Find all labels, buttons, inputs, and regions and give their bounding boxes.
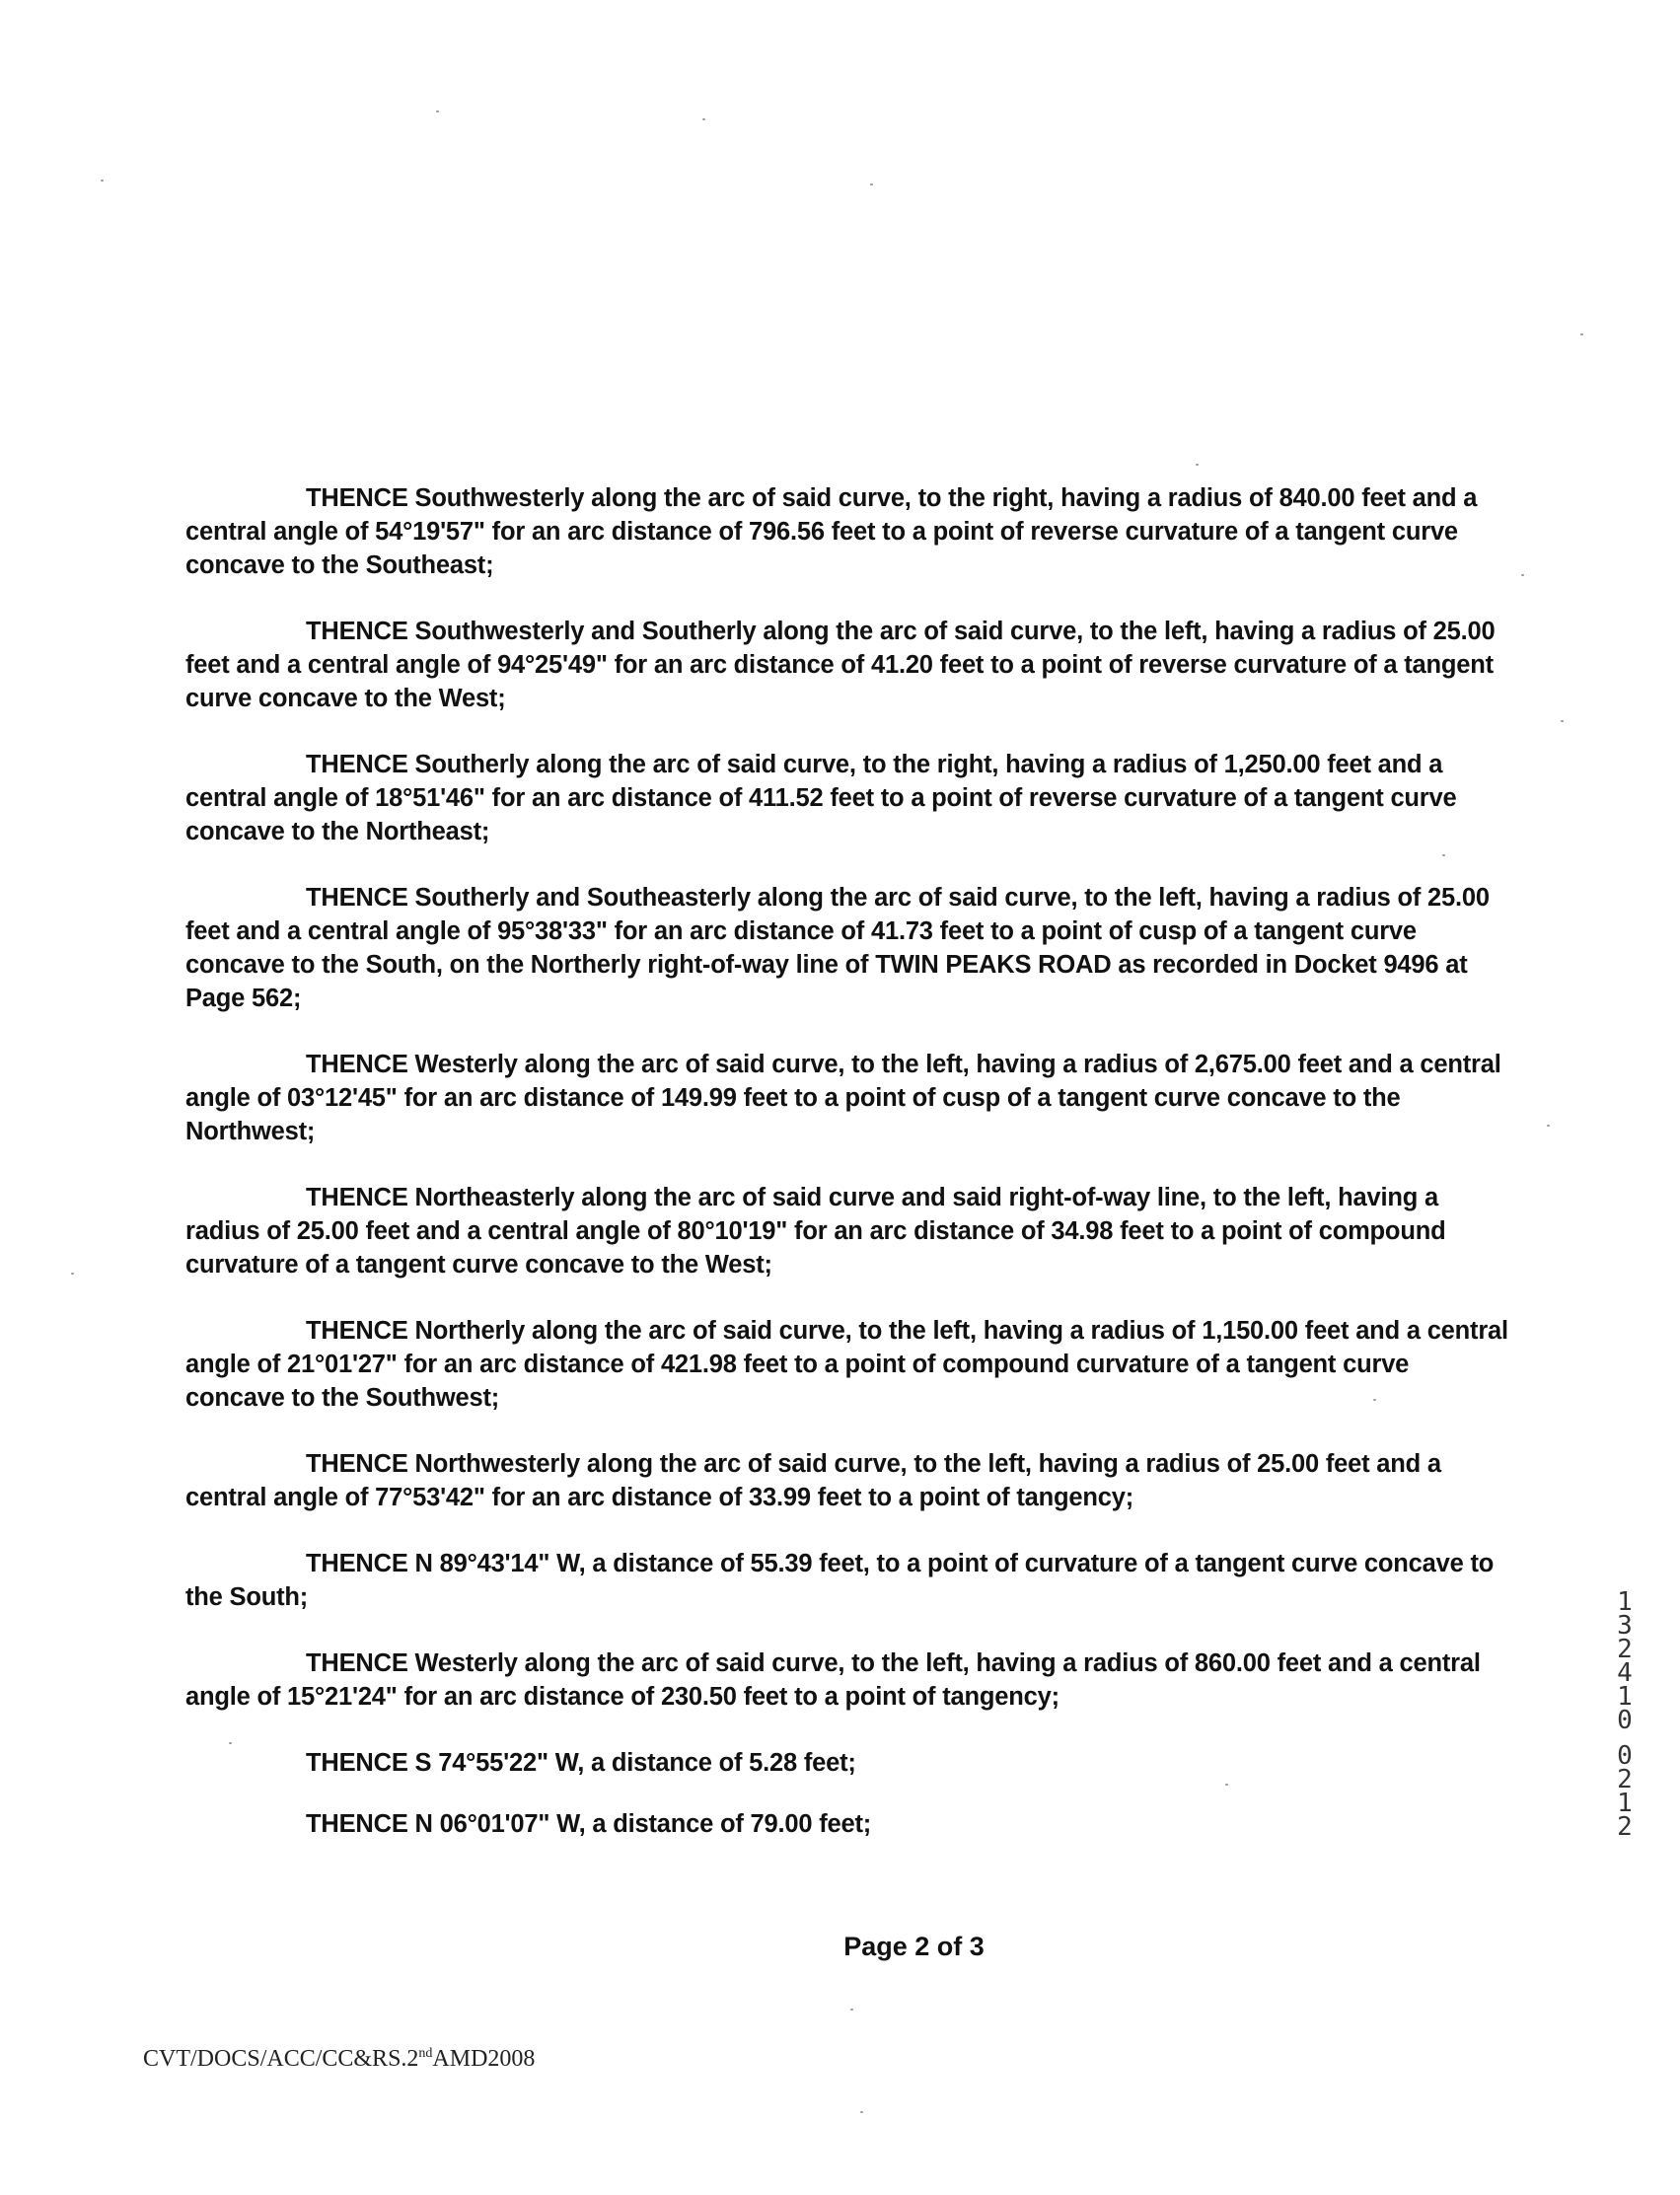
scan-speck [860, 2111, 863, 2113]
doc-ref-superscript: nd [418, 2046, 433, 2061]
stamp-digit: 4 [1617, 1658, 1633, 1688]
stamp-digit: 1 [1617, 1682, 1633, 1712]
course-paragraph: THENCE N 89°43'14" W, a distance of 55.39 feet, to a point of curvature of a tangent curve concave to the South; [185, 1550, 1495, 1611]
scan-speck [1547, 1125, 1550, 1127]
stamp-digit: 1 [1617, 1587, 1633, 1617]
stamp-digit: 1 [1617, 1789, 1633, 1818]
scan-speck [101, 180, 104, 182]
course-paragraph: THENCE Southwesterly along the arc of said curve, to the right, having a radius of 840.00 feet and a central angle of 54°19'57" for an arc distance of 796.56 feet to a point of reverse curvature of a tangent curve concave to the Southeast; [185, 484, 1478, 579]
stamp-digit: 0 [1617, 1706, 1633, 1735]
course-paragraph: THENCE Northeasterly along the arc of said curve and said right-of-way line, to the left, having a radius of 25.00 feet and a central angle of 80°10'19" for an arc distance of 34.98 feet to a point of compound curvature of a tangent curve concave to the West; [185, 1184, 1446, 1279]
doc-ref-prefix: CVT/DOCS/ACC/CC&RS.2 [143, 2046, 419, 2072]
scan-speck [702, 118, 705, 120]
scan-speck [870, 183, 873, 185]
course-paragraph: THENCE Northwesterly along the arc of said curve, to the left, having a radius of 25.00 feet and a central angle of 77°53'42" for an arc distance of 33.99 feet to a point of tangency; [185, 1450, 1441, 1511]
stamp-digit: 0 [1617, 1741, 1633, 1771]
stamp-digit: 3 [1617, 1611, 1633, 1641]
scan-speck [71, 1273, 74, 1275]
page-number: Page 2 of 3 [843, 1932, 985, 1961]
course-paragraph: THENCE Westerly along the arc of said curve, to the left, having a radius of 860.00 feet and a central angle of 15°21'24" for an arc distance of 230.50 feet to a point of tangency; [185, 1649, 1481, 1711]
legal-description-body [185, 481, 1512, 1868]
scan-speck [1561, 720, 1564, 722]
course-paragraph: THENCE Northerly along the arc of said curve, to the left, having a radius of 1,150.00 feet and a central angle of 21°01'27" for an arc distance of 421.98 feet to a point of compound curvature of a tangent curve concave to the Southwest; [185, 1317, 1508, 1412]
course-paragraph: THENCE S 74°55'22" W, a distance of 5.28 feet; [306, 1749, 856, 1777]
scan-speck [850, 2009, 853, 2011]
scan-speck [1580, 333, 1583, 335]
scan-speck [436, 110, 439, 112]
stamp-digit: 2 [1617, 1635, 1633, 1664]
course-paragraph: THENCE Westerly along the arc of said curve, to the left, having a radius of 2,675.00 feet and a central angle of 03°12'45" for an arc distance of 149.99 feet to a point of cusp of a tangent curve concave to the Northwest; [185, 1051, 1501, 1145]
stamp-digit: 2 [1617, 1765, 1633, 1794]
recording-stamp-number [1608, 1587, 1642, 1842]
document-reference [143, 2046, 535, 2073]
stamp-digit: 2 [1617, 1812, 1633, 1842]
scan-speck [1196, 464, 1199, 466]
course-paragraph: THENCE Southwesterly and Southerly along the arc of said curve, to the left, having a radius of 25.00 feet and a central angle of 94°25'49" for an arc distance of 41.20 feet to a point of reverse curvature of a tangent curve concave to the West; [185, 618, 1496, 712]
course-paragraph: THENCE Southerly and Southeasterly along the arc of said curve, to the left, having a radius of 25.00 feet and a central angle of 95°38'33" for an arc distance of 41.73 feet to a point of cusp of a tangent curve concave to the South, on the Northerly right-of-way line of TWIN PEAKS ROAD as recorded in Docket 9496 at Page 562; [185, 884, 1490, 1012]
scan-speck [1521, 574, 1524, 576]
course-paragraph: THENCE Southerly along the arc of said curve, to the right, having a radius of 1,250.00 feet and a central angle of 18°51'46" for an arc distance of 411.52 feet to a point of reverse curvature of a tangent curve concave to the Northeast; [185, 751, 1457, 845]
doc-ref-suffix: AMD2008 [432, 2046, 536, 2072]
course-paragraph: THENCE N 06°01'07" W, a distance of 79.00 feet; [306, 1810, 872, 1838]
